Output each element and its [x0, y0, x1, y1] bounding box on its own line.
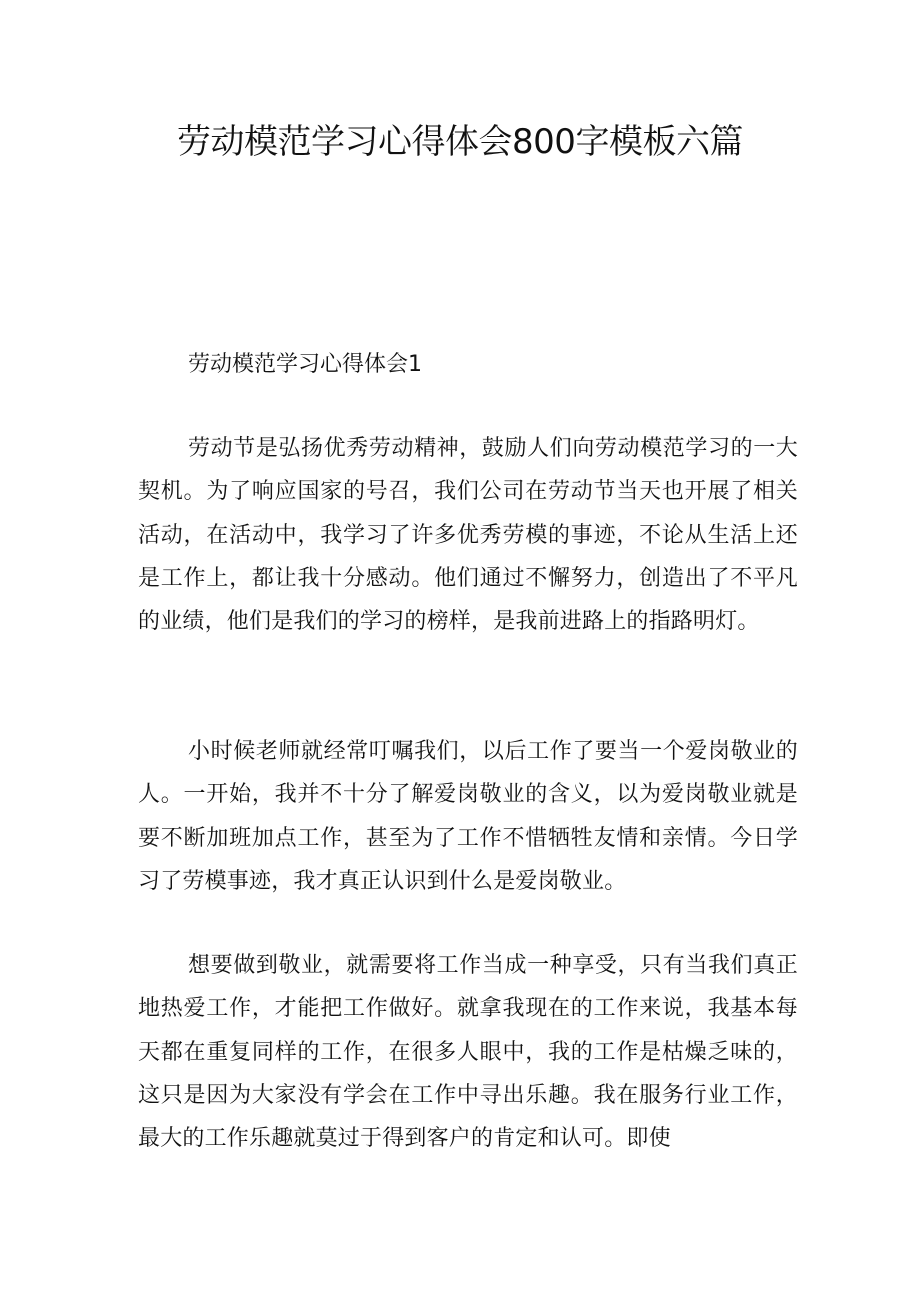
paragraph-3: 想要做到敬业，就需要将工作当成一种享受，只有当我们真正地热爱工作，才能把工作做好。就拿我现在的工作来说，我基本每天都在重复同样的工作，在很多人眼中，我的工作是枯燥乏味的，这只是因为大家没有学会在工作中寻出乐趣。我在服务行业工作，最大的工作乐趣就莫过于得到客户的肯定和认可。即使: [138, 953, 798, 1152]
section-heading: 劳动模范学习心得体会1: [188, 352, 422, 377]
paragraph-1: 劳动节是弘扬优秀劳动精神，鼓励人们向劳动模范学习的一大契机。为了响应国家的号召，我们公司在劳动节当天也开展了相关活动，在活动中，我学习了许多优秀劳模的事迹，不论从生活上还是工作上，都让我十分感动。他们通过不懈努力，创造出了不平凡的业绩，他们是我们的学习的榜样，是我前进路上的指路明灯。: [138, 436, 798, 635]
document-title: 劳动模范学习心得体会800字模板六篇: [177, 122, 743, 162]
paragraph-2: 小时候老师就经常叮嘱我们，以后工作了要当一个爱岗敬业的人。一开始，我并不十分了解爱岗敬业的含义，以为爱岗敬业就是要不断加班加点工作，甚至为了工作不惜牺牲友情和亲情。今日学习了劳模事迹，我才真正认识到什么是爱岗敬业。: [138, 739, 798, 894]
